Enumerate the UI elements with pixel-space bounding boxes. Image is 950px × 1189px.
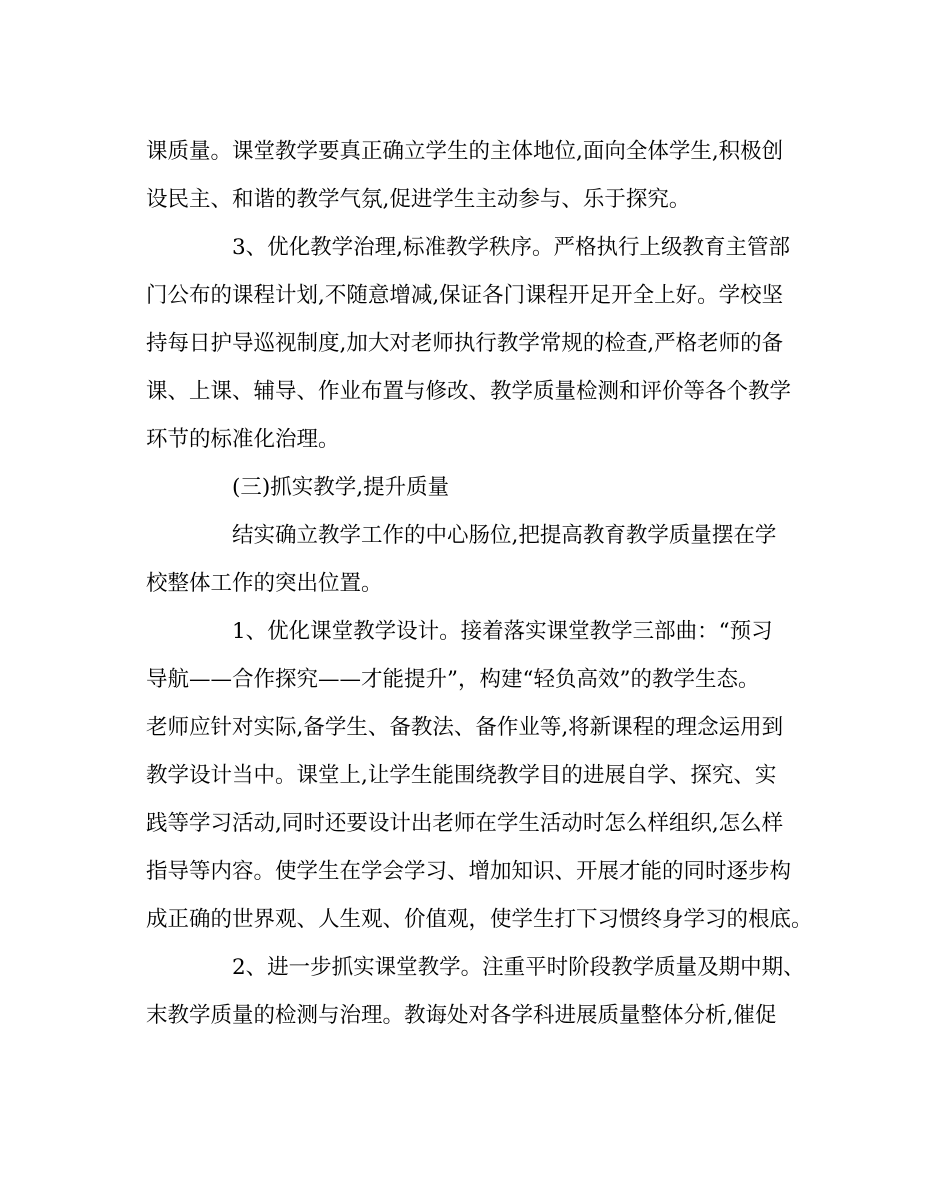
paragraph-line: 课质量。课堂教学要真正确立学生的主体地位,面向全体学生,积极创 [146,139,784,164]
body-text [146,128,816,1040]
section-heading: (三)抓实教学,提升质量 [232,475,450,500]
paragraph-line: 2、进一步抓实课堂教学。注重平时阶段教学质量及期中期、 [232,955,805,980]
paragraph-line: 3、优化教学治理,标准教学秩序。严格执行上级教育主管部 [232,235,791,260]
paragraph-line: 结实确立教学工作的中心肠位,把提高教育教学质量摆在学 [232,523,777,548]
paragraph-line: 践等学习活动,同时还要设计出老师在学生活动时怎么样组织,怎么样 [146,811,784,836]
paragraph-line: 导航——合作探究——才能提升”，构建“轻负高效”的教学生态。 [146,667,760,692]
paragraph-line: 环节的标准化治理。 [146,427,340,452]
paragraph-line: 持每日护导巡视制度,加大对老师执行教学常规的检查,严格老师的备 [146,331,784,356]
paragraph-line: 设民主、和谐的教学气氛,促进学生主动参与、乐于探究。 [146,187,691,212]
paragraph-line: 校整体工作的突出位置。 [146,571,383,596]
paragraph-line: 1、优化课堂教学设计。接着落实课堂教学三部曲：“预习 [232,619,773,644]
paragraph-line: 末教学质量的检测与治理。教诲处对各学科进展质量整体分析,催促 [146,1003,777,1028]
paragraph-line: 课、上课、辅导、作业布置与修改、教学质量检测和评价等各个教学 [146,379,792,404]
paragraph-line: 成正确的世界观、人生观、价值观，使学生打下习惯终身学习的根底。 [146,907,813,932]
paragraph-line: 教学设计当中。课堂上,让学生能围绕教学目的进展自学、探究、实 [146,763,777,788]
paragraph-line: 老师应针对实际,备学生、备教法、备作业等,将新课程的理念运用到 [146,715,784,740]
paragraph-line: 门公布的课程计划,不随意增减,保证各门课程开足开全上好。学校坚 [146,283,784,308]
paragraph-line: 指导等内容。使学生在学会学习、增加知识、开展才能的同时逐步构 [146,859,792,884]
